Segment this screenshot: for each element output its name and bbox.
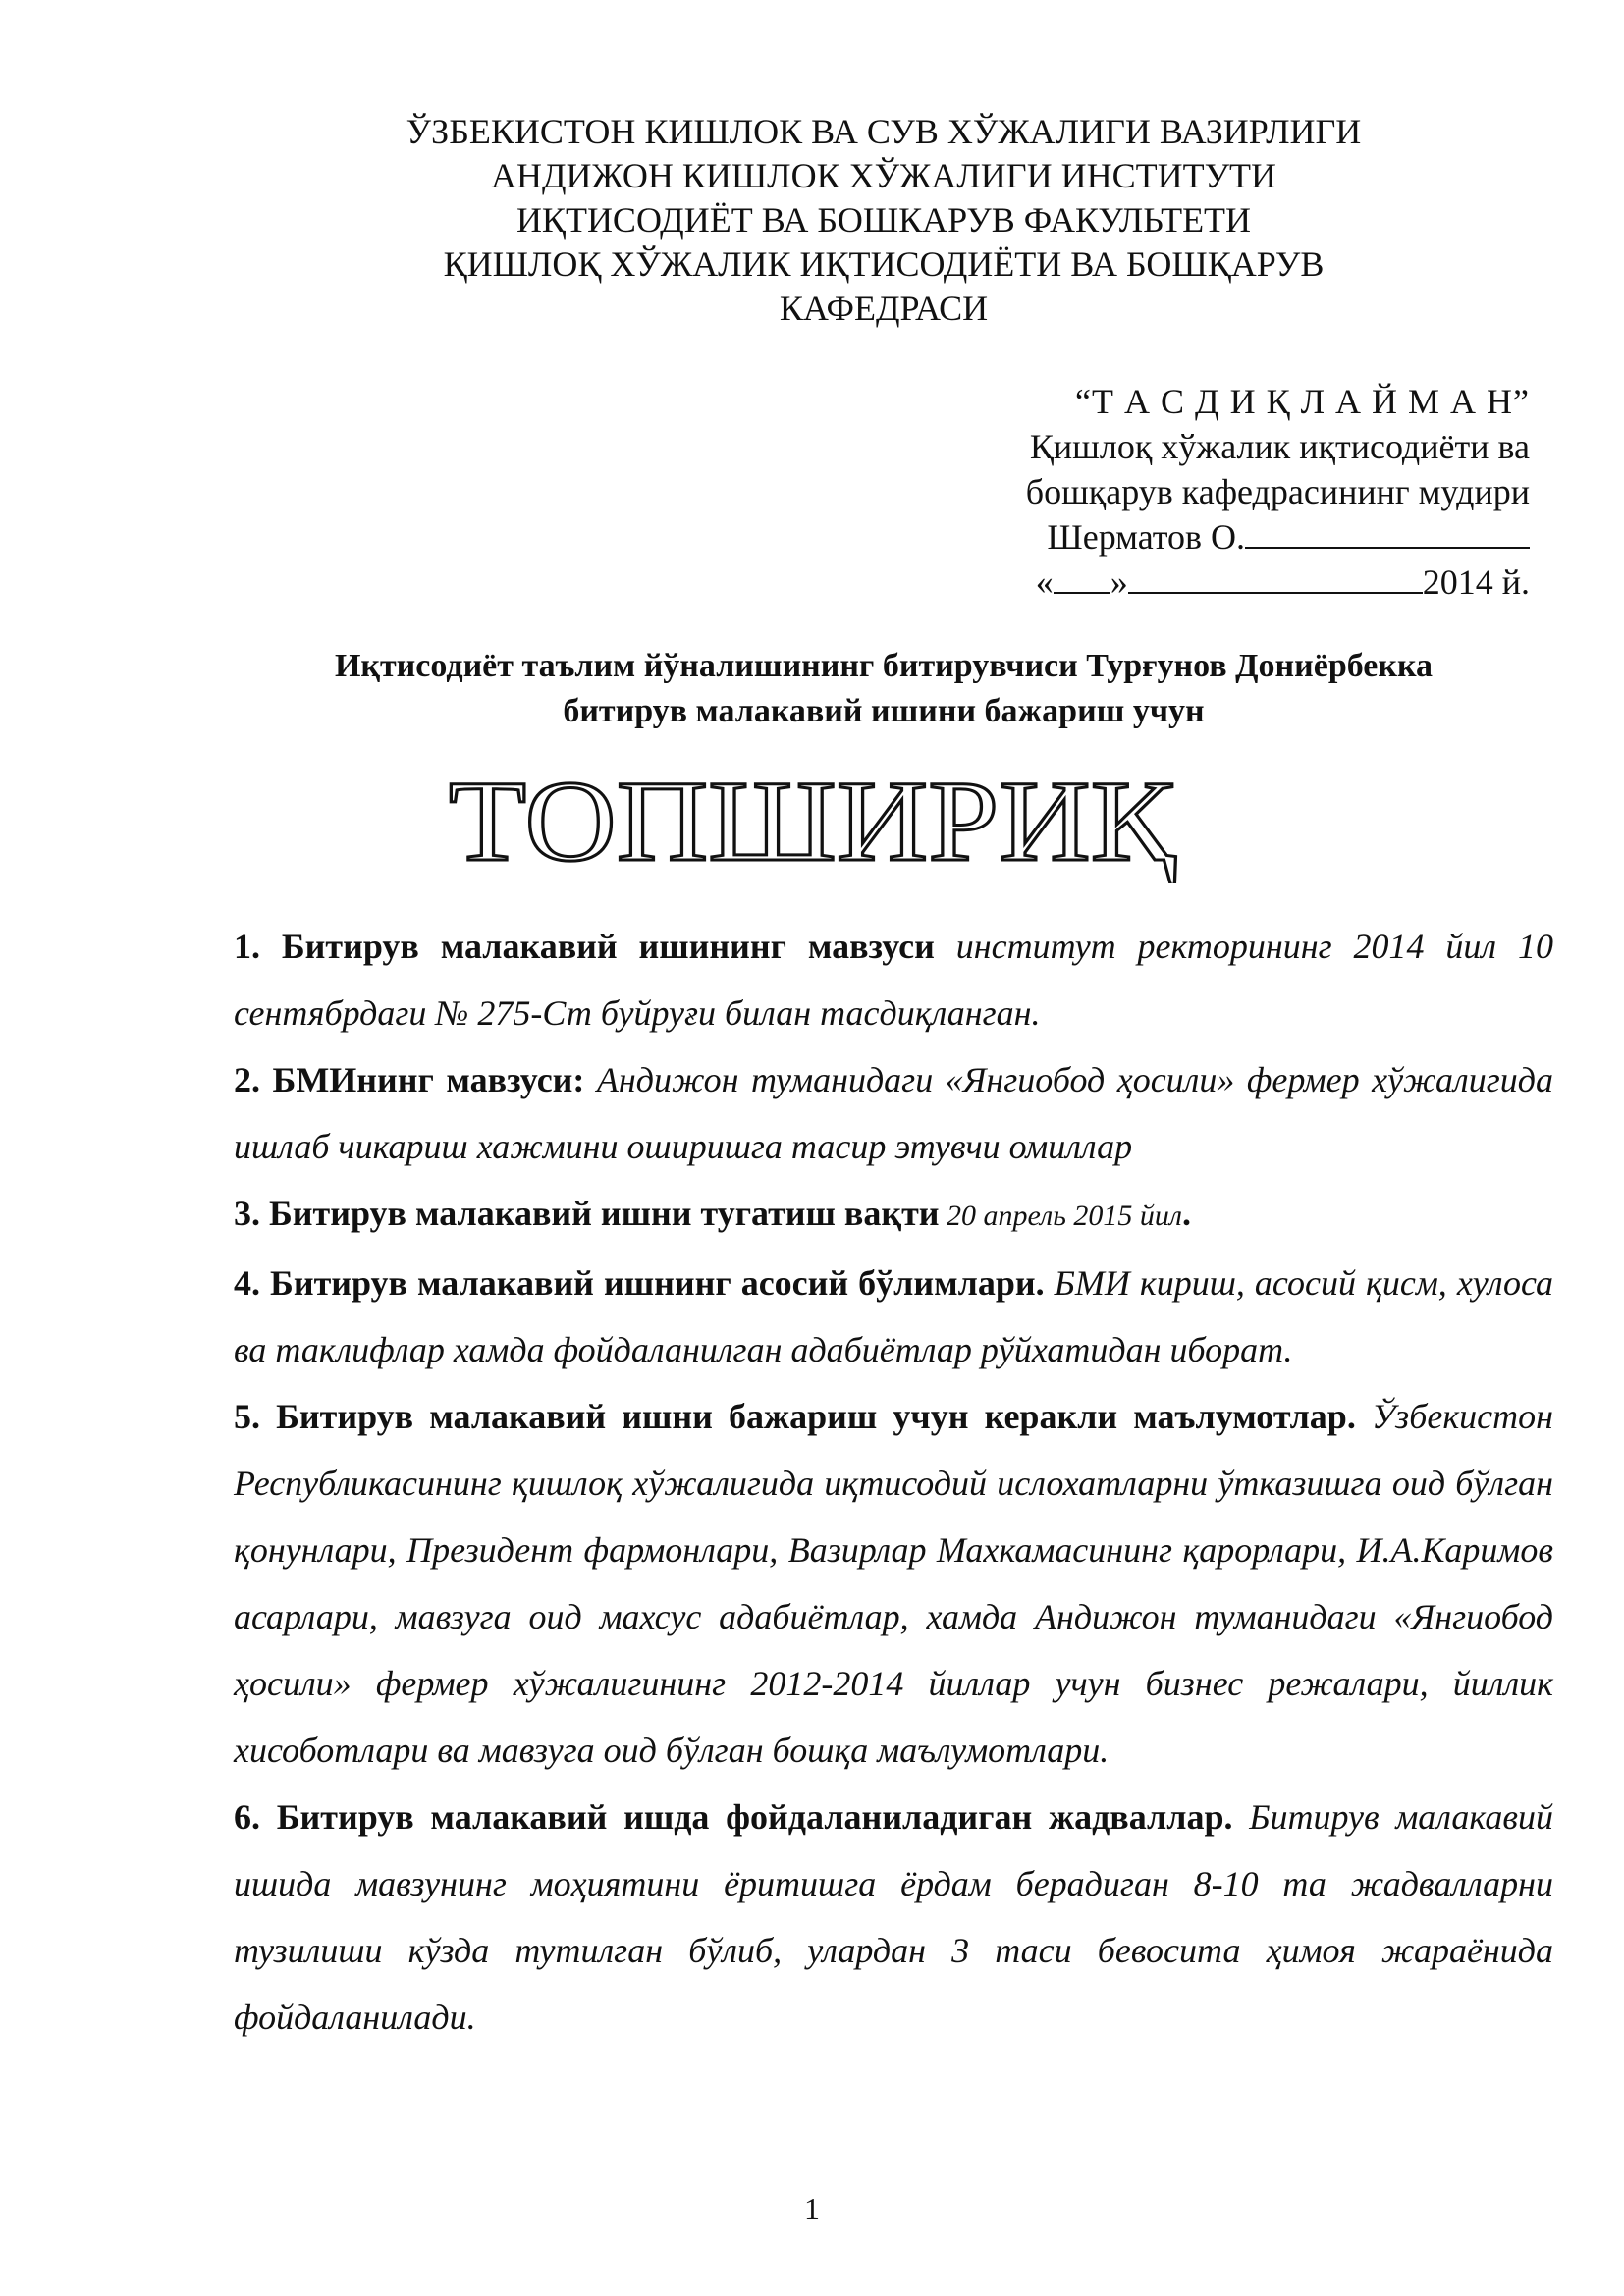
signature-blank — [1245, 517, 1530, 549]
header-department-cont: КАФЕДРАСИ — [779, 289, 989, 328]
document-title — [0, 756, 1624, 883]
item-topic-approval — [234, 913, 1553, 1046]
approval-block — [842, 379, 1530, 605]
item-label: 4. Битирув малакавий ишнинг асосий бўлимлари. — [234, 1263, 1045, 1303]
item-label: 6. Битирув малакавий ишда фойдаланиладиган жадваллар. — [234, 1797, 1233, 1837]
item-topic — [234, 1046, 1553, 1180]
approval-line-1: Қишлоқ хўжалик иқтисодиёти ва — [1029, 427, 1530, 466]
header-ministry: ЎЗБЕКИСТОН КИШЛОК ВА СУВ ХЎЖАЛИГИ ВАЗИРЛИГИ — [406, 112, 1362, 151]
item-text: 20 апрель 2015 йил — [939, 1200, 1182, 1232]
day-blank — [1054, 562, 1110, 594]
page-number: 1 — [804, 2191, 820, 2226]
item-text: Битирув малакавий ишида мавзунинг моҳиятини ёритишга ёрдам берадиган 8-10 та жадвалларни тузилиши кўзда тутилган бўлиб, улардан 3 таси бевосита ҳимоя жараёнида фойдаланилади. — [234, 1797, 1553, 2037]
approval-date-row — [842, 560, 1530, 605]
subject-line-2: битирув малакавий ишини бажариш учун — [563, 693, 1205, 729]
title-text: ТОПШИРИҚ — [449, 757, 1177, 883]
item-deadline — [234, 1180, 1553, 1250]
approval-stamp: “Т А С Д И Қ Л А Й М А Н” — [1075, 382, 1530, 421]
item-end: . — [1181, 1194, 1191, 1233]
header-institute: АНДИЖОН КИШЛОК ХЎЖАЛИГИ ИНСТИТУТИ — [490, 156, 1277, 195]
item-label: 5. Битирув малакавий ишни бажариш учун керакли маълумотлар. — [234, 1397, 1356, 1436]
approval-line-2: бошқарув кафедрасининг мудири — [1025, 472, 1530, 511]
month-blank — [1128, 562, 1423, 594]
item-text: Ўзбекистон Республикасининг қишлоқ хўжалигида иқтисодий ислохатларни ўтказишга оид бўлган қонунлари, Президент фармонлари, Вазирлар Махкамасининг қарорлари, И.А.Каримов асарлари, мавзуга оид махсус адабиётлар, хамда Андижон туманидаги «Янгиобод ҳосили» фермер хўжалигининг 2012-2014 йиллар учун бизнес режалари, йиллик хисоботлари ва мавзуга оид бўлган бошқа маълумотлари. — [234, 1397, 1553, 1770]
item-sections — [234, 1250, 1553, 1383]
item-label: 3. Битирув малакавий ишни тугатиш вақти — [234, 1194, 940, 1233]
assignment-subject — [236, 644, 1532, 734]
date-quote-open: « — [1035, 562, 1054, 602]
item-text: институт ректорининг 2014 йил 10 сентябрдаги № 275-Ст буйруғи билан тасдиқланган. — [234, 927, 1553, 1033]
header-faculty: ИҚТИСОДИЁТ ВА БОШКАРУВ ФАКУЛЬТЕТИ — [515, 200, 1252, 240]
header-department: ҚИШЛОҚ ХЎЖАЛИК ИҚТИСОДИЁТИ ВА БОШҚАРУВ — [443, 244, 1325, 284]
item-label: 1. Битирув малакавий ишининг мавзуси — [234, 927, 935, 966]
assignment-items — [234, 913, 1553, 2051]
date-quote-close: » — [1110, 562, 1128, 602]
item-label: 2. БМИнинг мавзуси: — [234, 1060, 585, 1099]
approval-year: 2014 й. — [1422, 562, 1530, 602]
item-text: БМИ кириш, асосий қисм, хулоса ва таклифлар хамда фойдаланилган адабиётлар рўйхатидан иборат. — [234, 1263, 1553, 1369]
subject-line-1: Иқтисодиёт таълим йўналишининг битирувчиси Турғунов Дониёрбекка — [334, 648, 1434, 684]
item-source-data — [234, 1383, 1553, 1784]
item-text: Андижон туманидаги «Янгиобод ҳосили» фермер хўжалигида ишлаб чикариш хажмини оширишга тасир этувчи омиллар — [234, 1060, 1554, 1166]
item-tables — [234, 1784, 1553, 2051]
approval-head-name: Шерматов О. — [1047, 517, 1245, 557]
outlined-title-graphic — [439, 756, 1185, 883]
approval-signature-row — [842, 514, 1530, 560]
document-header — [295, 110, 1473, 331]
